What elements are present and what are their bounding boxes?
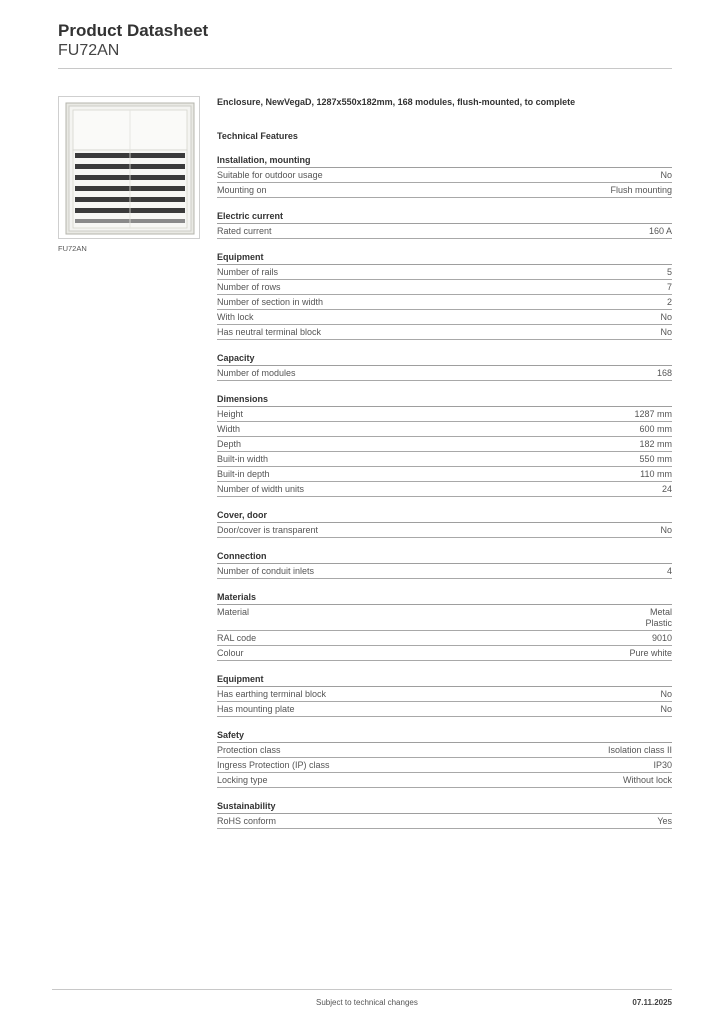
feature-value bbox=[660, 525, 672, 536]
feature-section bbox=[217, 353, 672, 381]
feature-label: RoHS conform bbox=[217, 816, 277, 826]
feature-value bbox=[639, 439, 672, 450]
feature-value bbox=[645, 607, 672, 629]
feature-section bbox=[217, 592, 672, 661]
feature-value bbox=[662, 484, 672, 495]
feature-section bbox=[217, 510, 672, 538]
feature-value bbox=[660, 312, 672, 323]
feature-value-line: 168 bbox=[656, 368, 672, 378]
feature-label: Number of modules bbox=[217, 368, 296, 378]
feature-row bbox=[217, 265, 672, 280]
footer-note: Subject to technical changes bbox=[316, 998, 418, 1007]
feature-sections bbox=[217, 155, 672, 829]
feature-row bbox=[217, 523, 672, 538]
feature-label: Number of section in width bbox=[217, 297, 324, 307]
feature-row bbox=[217, 564, 672, 579]
feature-label: Mounting on bbox=[217, 185, 267, 195]
feature-value-line: No bbox=[660, 327, 672, 337]
feature-label: Locking type bbox=[217, 775, 268, 785]
feature-value bbox=[629, 648, 672, 659]
section-title: Equipment bbox=[217, 252, 672, 265]
feature-row bbox=[217, 631, 672, 646]
feature-value-line: Yes bbox=[657, 816, 672, 826]
feature-row bbox=[217, 687, 672, 702]
feature-row bbox=[217, 407, 672, 422]
technical-features-heading: Technical Features bbox=[217, 131, 298, 141]
section-title: Connection bbox=[217, 551, 672, 564]
feature-value bbox=[667, 566, 672, 577]
feature-label: Has mounting plate bbox=[217, 704, 295, 714]
feature-row bbox=[217, 183, 672, 198]
feature-row bbox=[217, 743, 672, 758]
feature-section bbox=[217, 252, 672, 340]
feature-value bbox=[660, 327, 672, 338]
section-title: Electric current bbox=[217, 211, 672, 224]
feature-value-line: 110 mm bbox=[640, 469, 672, 479]
feature-row bbox=[217, 814, 672, 829]
feature-value bbox=[667, 297, 672, 308]
feature-label: Height bbox=[217, 409, 244, 419]
feature-section bbox=[217, 801, 672, 829]
feature-value bbox=[652, 633, 672, 644]
section-title: Sustainability bbox=[217, 801, 672, 814]
feature-section bbox=[217, 155, 672, 198]
feature-row bbox=[217, 310, 672, 325]
feature-value-line: 9010 bbox=[651, 633, 672, 643]
feature-value-line: No bbox=[660, 312, 672, 322]
feature-row bbox=[217, 605, 672, 631]
feature-value bbox=[640, 469, 672, 480]
section-title: Dimensions bbox=[217, 394, 672, 407]
feature-row bbox=[217, 758, 672, 773]
feature-row bbox=[217, 467, 672, 482]
feature-value-line: 2 bbox=[666, 297, 672, 307]
section-title: Installation, mounting bbox=[217, 155, 672, 168]
feature-label: Has earthing terminal block bbox=[217, 689, 327, 699]
feature-value-line: Isolation class II bbox=[607, 745, 672, 755]
feature-value-line: Without lock bbox=[622, 775, 672, 785]
feature-row bbox=[217, 366, 672, 381]
page-title: Product Datasheet bbox=[58, 21, 209, 40]
feature-row bbox=[217, 452, 672, 467]
feature-label: Protection class bbox=[217, 745, 281, 755]
product-description: Enclosure, NewVegaD, 1287x550x182mm, 168 modules, flush-mounted, to complete bbox=[217, 97, 576, 107]
feature-section bbox=[217, 394, 672, 497]
feature-row bbox=[217, 646, 672, 661]
feature-value bbox=[649, 226, 672, 237]
feature-value bbox=[623, 775, 672, 786]
feature-value-line: 550 mm bbox=[639, 454, 672, 464]
feature-label: Number of width units bbox=[217, 484, 305, 494]
footer-date: 07.11.2025 bbox=[632, 998, 672, 1007]
feature-value bbox=[653, 760, 672, 771]
feature-value bbox=[660, 689, 672, 700]
feature-value-line: 5 bbox=[666, 267, 672, 277]
feature-value bbox=[667, 267, 672, 278]
feature-value-line: IP30 bbox=[653, 760, 672, 770]
feature-row bbox=[217, 168, 672, 183]
datasheet-content bbox=[217, 96, 672, 829]
feature-row bbox=[217, 295, 672, 310]
feature-value-line: Metal bbox=[649, 607, 672, 617]
footer-divider bbox=[52, 989, 672, 990]
feature-value bbox=[639, 454, 672, 465]
feature-value-line: 182 mm bbox=[639, 439, 672, 449]
feature-label: Built-in width bbox=[217, 454, 269, 464]
feature-row bbox=[217, 773, 672, 788]
feature-value-line: No bbox=[660, 704, 672, 714]
feature-label: Number of conduit inlets bbox=[217, 566, 315, 576]
page-header bbox=[58, 20, 208, 60]
feature-value-line: 160 A bbox=[648, 226, 672, 236]
feature-value-line: Plastic bbox=[645, 618, 672, 628]
feature-label: Depth bbox=[217, 439, 242, 449]
feature-label: Built-in depth bbox=[217, 469, 270, 479]
feature-row bbox=[217, 422, 672, 437]
enclosure-image-icon bbox=[59, 97, 201, 240]
image-caption: FU72AN bbox=[58, 244, 87, 253]
section-title: Materials bbox=[217, 592, 672, 605]
feature-value bbox=[610, 185, 672, 196]
feature-label: Door/cover is transparent bbox=[217, 525, 319, 535]
feature-row bbox=[217, 702, 672, 717]
feature-row bbox=[217, 224, 672, 239]
feature-label: Material bbox=[217, 607, 250, 617]
feature-label: Has neutral terminal block bbox=[217, 327, 322, 337]
feature-label: Ingress Protection (IP) class bbox=[217, 760, 330, 770]
feature-value-line: 24 bbox=[661, 484, 672, 494]
feature-value-line: No bbox=[660, 170, 672, 180]
feature-value-line: 600 mm bbox=[639, 424, 672, 434]
feature-label: Suitable for outdoor usage bbox=[217, 170, 323, 180]
feature-value-line: 4 bbox=[666, 566, 672, 576]
feature-value bbox=[639, 424, 672, 435]
feature-row bbox=[217, 325, 672, 340]
feature-row bbox=[217, 280, 672, 295]
section-title: Safety bbox=[217, 730, 672, 743]
feature-label: Colour bbox=[217, 648, 244, 658]
feature-label: With lock bbox=[217, 312, 254, 322]
feature-section bbox=[217, 211, 672, 239]
section-title: Cover, door bbox=[217, 510, 672, 523]
product-code: FU72AN bbox=[58, 42, 120, 59]
header-divider bbox=[58, 68, 672, 69]
feature-value bbox=[657, 368, 672, 379]
feature-value bbox=[657, 816, 672, 827]
section-title: Equipment bbox=[217, 674, 672, 687]
feature-label: Width bbox=[217, 424, 241, 434]
feature-section bbox=[217, 551, 672, 579]
feature-value-line: No bbox=[660, 525, 672, 535]
feature-label: Rated current bbox=[217, 226, 272, 236]
feature-value bbox=[660, 170, 672, 181]
feature-value bbox=[660, 704, 672, 715]
feature-value-line: 7 bbox=[666, 282, 672, 292]
feature-value bbox=[608, 745, 672, 756]
feature-label: Number of rows bbox=[217, 282, 281, 292]
feature-value bbox=[667, 282, 672, 293]
feature-label: RAL code bbox=[217, 633, 257, 643]
section-title: Capacity bbox=[217, 353, 672, 366]
feature-value-line: Pure white bbox=[629, 648, 672, 658]
feature-section bbox=[217, 730, 672, 788]
feature-value-line: Flush mounting bbox=[610, 185, 672, 195]
feature-value bbox=[634, 409, 672, 420]
feature-row bbox=[217, 482, 672, 497]
feature-section bbox=[217, 674, 672, 717]
feature-value-line: No bbox=[660, 689, 672, 699]
feature-label: Number of rails bbox=[217, 267, 279, 277]
product-image bbox=[58, 96, 200, 239]
feature-row bbox=[217, 437, 672, 452]
feature-value-line: 1287 mm bbox=[634, 409, 672, 419]
